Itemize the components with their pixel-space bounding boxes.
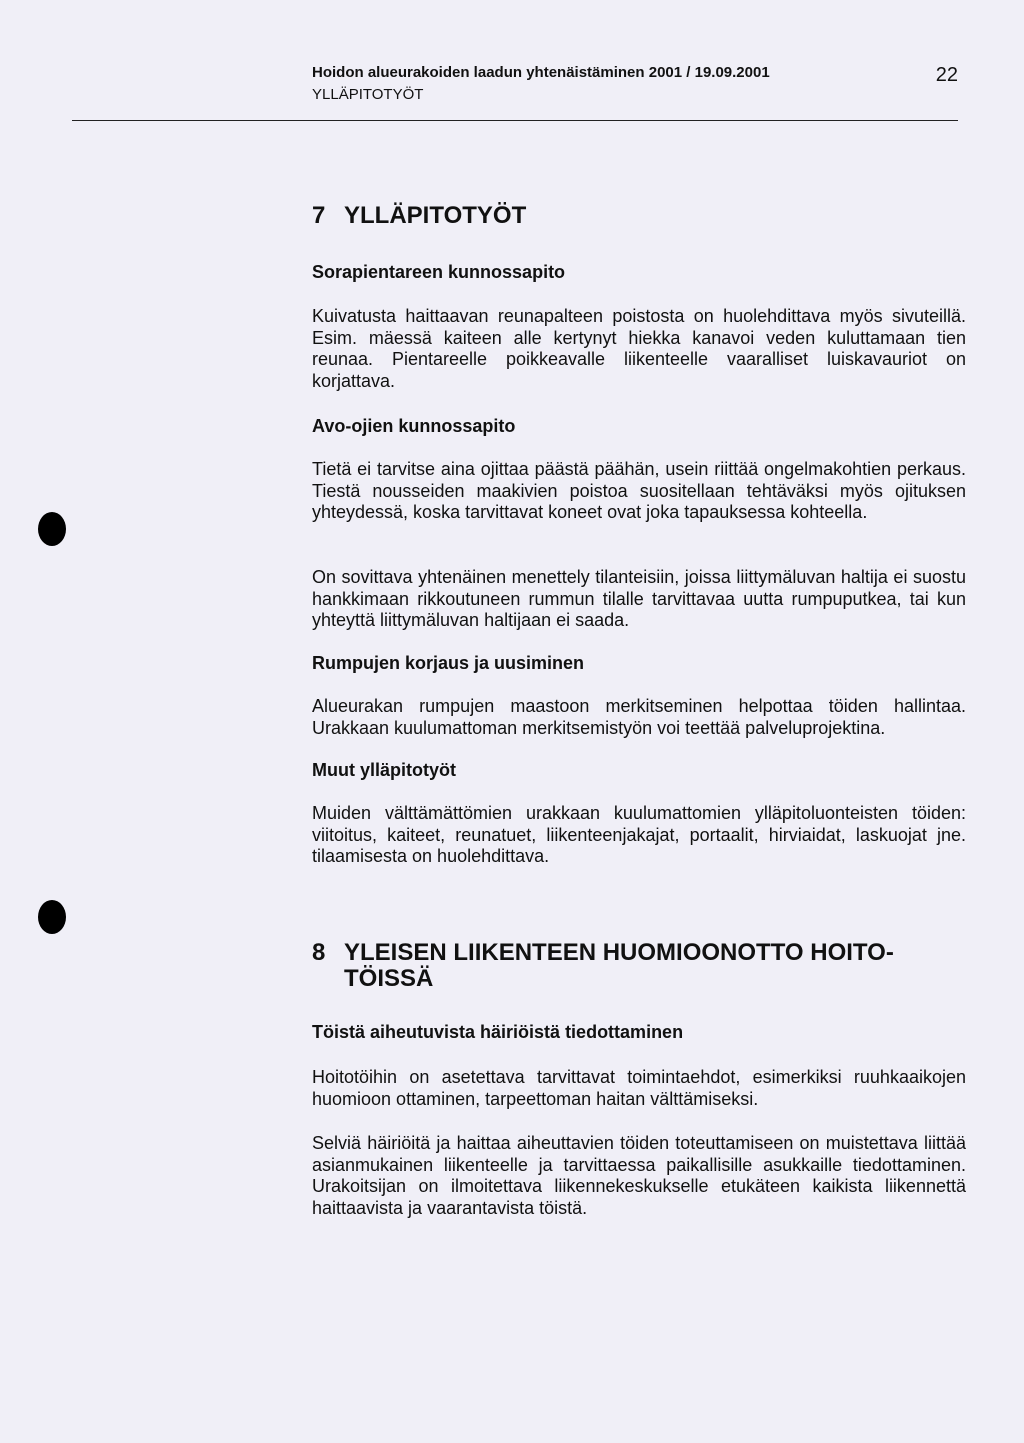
section-8-title-line-2: TÖISSÄ [344, 965, 434, 992]
header-divider [72, 120, 958, 121]
section-8-title-line-1: YLEISEN LIIKENTEEN HUOMIOONOTTO HOITO- [344, 939, 894, 966]
header-subtitle: YLLÄPITOTYÖT [312, 86, 424, 103]
section-7-number: 7 [312, 202, 326, 229]
paragraph: Hoitotöihin on asetettava tarvittavat toimintaehdot, esimerkiksi ruuhkaaikojen huomioon ottaminen, tarpeettoman haitan välttämiseksi. [312, 1067, 966, 1109]
header-title: Hoidon alueurakoiden laadun yhtenäistäminen 2001 / 19.09.2001 [312, 64, 770, 81]
paragraph: Tietä ei tarvitse aina ojittaa päästä päähän, usein riittää ongelmakohtien perkaus. Tiestä nousseiden maakivien poistoa suositellaan tehtäväksi myös ojituksen yhteydessä, koska tarvittavat koneet ovat joka tapauksessa kohteella. [312, 459, 966, 523]
section-8-title [344, 940, 894, 992]
section-7 [312, 203, 966, 229]
paragraph: Kuivatusta haittaavan reunapalteen poistosta on huolehdittava myös sivuteillä. Esim. mäessä kaiteen alle kertynyt hiekka kanavoi veden kuluttamaan tien reunaa. Pientareelle poikkeavalle liikenteelle vaaralliset luiskavauriot on korjattava. [312, 306, 966, 391]
subheading-sorapientareen: Sorapientareen kunnossapito [312, 262, 566, 282]
section-7-title: YLLÄPITOTYÖT [344, 202, 527, 229]
section-8-heading [312, 940, 966, 992]
section-8 [312, 940, 966, 992]
paragraph: Muiden välttämättömien urakkaan kuulumattomien ylläpitoluonteisten töiden: viitoitus, kaiteet, reunatuet, liikenteenjakajat, portaalit, hirviaidat, laskuojat jne. tilaamisesta on huolehdittava. [312, 803, 966, 867]
section-7-heading [312, 203, 966, 229]
section-8-number: 8 [312, 939, 326, 966]
page-number: 22 [935, 64, 958, 86]
subheading-rumpujen: Rumpujen korjaus ja uusiminen [312, 653, 585, 673]
subheading-avo-ojien: Avo-ojien kunnossapito [312, 416, 516, 436]
subheading-toista-aiheutuvista: Töistä aiheutuvista häiriöistä tiedottaminen [312, 1022, 684, 1042]
punch-hole-icon [38, 900, 66, 934]
subheading-muut: Muut ylläpitotyöt [312, 760, 456, 780]
page-header [312, 62, 958, 106]
paragraph: Alueurakan rumpujen maastoon merkitseminen helpottaa töiden hallintaa. Urakkaan kuulumattoman merkitsemistyön voi teettää palveluprojektina. [312, 696, 966, 738]
paragraph: Selviä häiriöitä ja haittaa aiheuttavien töiden toteuttamiseen on muistettava liittää asianmukainen liikenteelle ja tarvittaessa paikallisille asukkaille tiedottaminen. Urakoitsijan on ilmoitettava liikennekeskukselle etukäteen kaikista liikennettä haittaavista ja vaarantavista töistä. [312, 1133, 966, 1218]
punch-hole-icon [38, 512, 66, 546]
paragraph: On sovittava yhtenäinen menettely tilanteisiin, joissa liittymäluvan haltija ei suostu hankkimaan rikkoutuneen rummun tilalle tarvittavaa uutta rumpuputkea, tai kun yhteyttä liittymäluvan haltijaan ei saada. [312, 567, 966, 631]
